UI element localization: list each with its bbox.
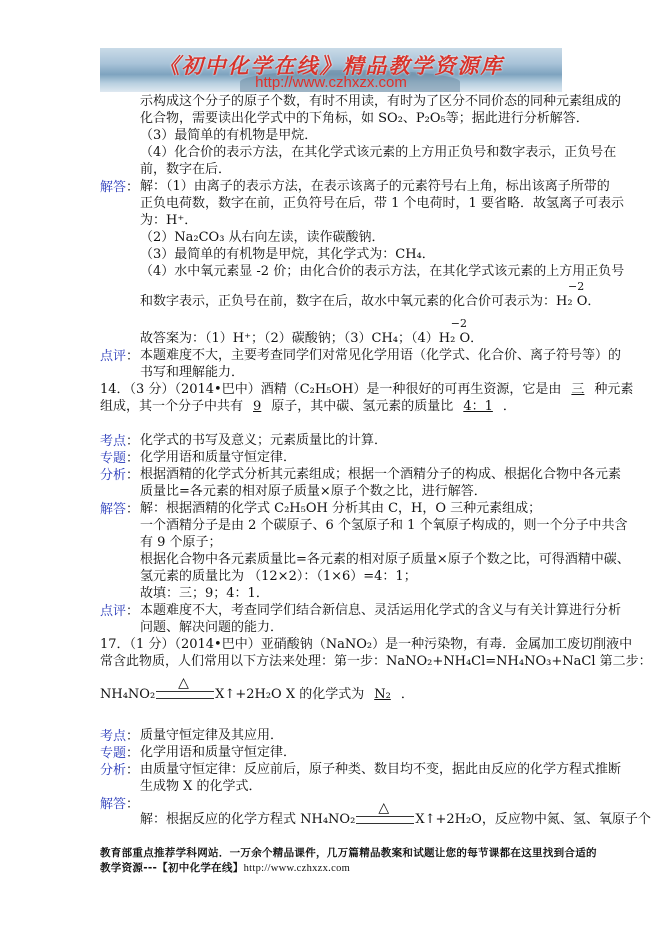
text-line: 根据化合物中各元素质量比=各元素的相对原子质量×原子个数之比，可得酒精中碳、 — [140, 552, 630, 567]
answer-blank: 三 — [571, 382, 585, 397]
topic-section — [100, 744, 600, 761]
reaction-condition — [356, 799, 414, 824]
text-line: 生成物 X 的化学式． — [140, 779, 262, 794]
point-section — [100, 727, 600, 744]
spacer — [100, 703, 600, 727]
text-line: 解：（1）由离子的表示方法，在表示该离子的元素符号右上角，标出该离子所带的 — [140, 179, 610, 194]
answer-blank: 4：1 — [463, 399, 493, 414]
question-17-line2: 常含此物质，人们常用以下方法来处理：第一步：NaNO₂+NH₄Cl=NH₄NO₃+NaCl 第二步： — [100, 654, 652, 669]
text-line: （3）最简单的有机物是甲烷． — [140, 128, 318, 143]
answer-label: 解答： — [100, 796, 140, 811]
text-line: （4）水中氧元素显 -2 价；由化合价的表示方法，在其化学式该元素的上方用正负号 — [140, 264, 625, 279]
point-label: 考点： — [100, 433, 140, 448]
text-line: （2）Na₂CO₃ 从右向左读，读作碳酸钠． — [140, 230, 385, 245]
text-line: 前，数字在后． — [140, 162, 232, 177]
banner-url: http://www.czhxzx.com — [255, 74, 407, 91]
point-label: 考点： — [100, 728, 140, 743]
valence-formula: H₂ O −2 — [556, 280, 588, 309]
comment-label: 点评： — [100, 603, 140, 618]
question-17: 17．（1 分）（2014•巴中）亚硝酸钠（NaNO₂）是一种污染物，有毒．金属加工废切削液中 — [100, 637, 633, 652]
text-line: 根据酒精的化学式分析其元素组成；根据一个酒精分子的构成、根据化合物中各元素 — [140, 467, 622, 482]
text-line: 质量比=各元素的相对原子质量×原子个数之比，进行解答． — [140, 484, 487, 499]
spacer — [100, 415, 600, 432]
answer-blank: 9 — [253, 399, 262, 414]
topic-section — [100, 449, 600, 466]
banner-title: 《初中化学在线》精品教学资源库 — [158, 53, 504, 78]
comment-section — [100, 347, 622, 381]
comment-section — [100, 602, 622, 636]
document-body — [100, 93, 652, 876]
text-line: 和数字表示，正负号在前，数字在后，故水中氧元素的化合价可表示为：H₂ O −2 ． — [140, 280, 601, 309]
comment-label: 点评： — [100, 348, 140, 363]
spacer — [100, 828, 600, 846]
text-line: 示构成这个分子的原子个数，有时不用读，有时为了区分不同价态的同种元素组成的 — [140, 94, 622, 109]
analysis-section — [100, 761, 622, 795]
topic-label: 专题： — [100, 745, 140, 760]
footer-line: 教育部重点推荐学科网站．一万余个精品课件，几万篇精品教案和试题让您的每节课都在这里找到合适的 — [100, 847, 597, 859]
question-17-equation: NH₄NO₂ △ X↑+2H₂O X 的化学式为 N₂ ． — [100, 674, 414, 702]
answer-label: 解答： — [100, 501, 140, 516]
text-line: （4）化合价的表示方法，在其化学式该元素的上方用正负号和数字表示，正负号在 — [140, 145, 617, 160]
answer-section — [100, 500, 630, 602]
answer-section — [100, 178, 625, 347]
point-section — [100, 432, 600, 449]
text-line: 解：根据酒精的化学式 C₂H₅OH 分析其由 C，H，O 三种元素组成； — [140, 501, 542, 516]
header-banner — [100, 48, 562, 92]
answer-section — [100, 795, 651, 828]
text-line: 化学用语和质量守恒定律． — [140, 450, 297, 465]
answer-label: 解答： — [100, 179, 140, 194]
text-line: 由质量守恒定律：反应前后，原子种类、数目均不变，据此由反应的化学方程式推断 — [140, 762, 622, 777]
footer-line2: 教学资源---【初中化学在线】http://www.czhxzx.com — [100, 862, 351, 874]
text-line: 质量守恒定律及其应用． — [140, 728, 284, 743]
text-line: 正负电荷数，数字在前，正负符号在后，带 1 个电荷时，1 要省略．故氢离子可表示 — [140, 196, 624, 211]
valence-formula: H₂ O −2 — [438, 317, 471, 346]
text-line: 化合物，需要读出化学式中的下角标，如 SO₂、P₂O₅等；据此进行分析解答． — [140, 111, 589, 126]
text-line: 本题难度不大，主要考查同学们对常见化学用语（化学式、化合价、离子符号等）的 — [140, 348, 622, 363]
text-line: 解：根据反应的化学方程式 NH₄NO₂ △ X↑+2H₂O，反应物中氮、氢、氧原子个 — [140, 799, 651, 827]
text-line: 一个酒精分子是由 2 个碳原子、6 个氢原子和 1 个氧原子构成的，则一个分子中共含 — [140, 518, 628, 533]
text-line: 书写和理解能力． — [140, 365, 245, 380]
heat-triangle-icon: △ — [178, 674, 189, 691]
question-14: 14．（3 分）（2014•巴中）酒精（C₂H₅OH）是一种很好的可再生资源，它是由 三 种元素 — [100, 382, 634, 397]
text-line: 为：H⁺． — [140, 213, 198, 228]
footer-url[interactable]: http://www.czhxzx.com — [243, 863, 351, 874]
topic-label: 专题： — [100, 450, 140, 465]
text-line: 有 9 个原子； — [140, 535, 222, 550]
analysis-section — [100, 466, 622, 500]
answer-blank: N₂ — [374, 687, 391, 702]
question-14-line2: 组成，其一个分子中共有 9 原子，其中碳、氢元素的质量比 4：1 ． — [100, 399, 516, 414]
analysis-label: 分析： — [100, 762, 140, 777]
analysis-label: 分析： — [100, 467, 140, 482]
text-line: 本题难度不大，考查同学们结合新信息、灵活运用化学式的含义与有关计算进行分析 — [140, 603, 622, 618]
text-line: 化学式的书写及意义；元素质量比的计算． — [140, 433, 388, 448]
text-line: 故填：三；9；4：1． — [140, 586, 269, 601]
text-line: （3）最简单的有机物是甲烷，其化学式为：CH₄． — [140, 247, 435, 262]
text-line: 问题、解决问题的能力． — [140, 620, 284, 635]
reaction-condition — [156, 674, 214, 699]
text-line: 化学用语和质量守恒定律． — [140, 745, 297, 760]
text-line: 故答案为：（1）H⁺；（2）碳酸钠；（3）CH₄；（4）H₂ O −2 ． — [140, 317, 484, 346]
text-line: 氢元素的质量比为 （12×2）：（1×6）=4：1； — [140, 569, 417, 584]
heat-triangle-icon: △ — [378, 799, 390, 816]
